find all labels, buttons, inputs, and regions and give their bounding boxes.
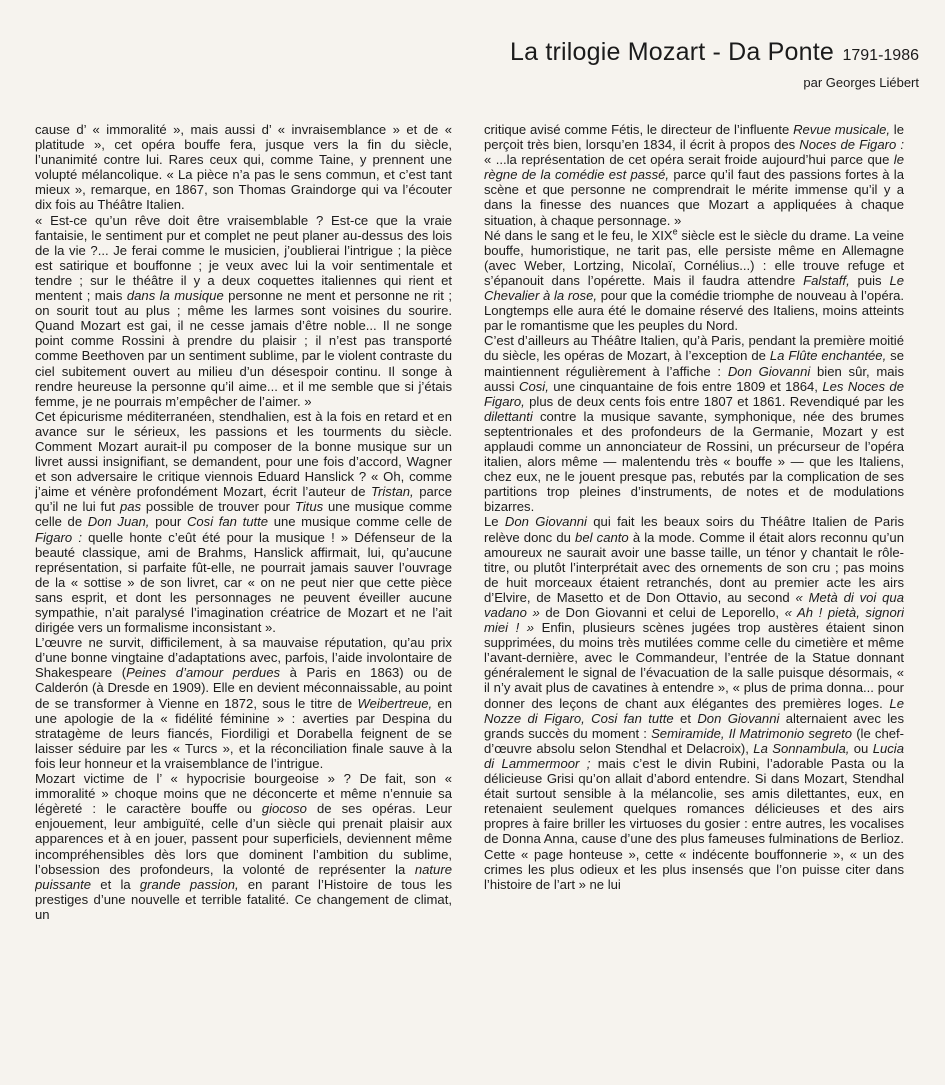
text-run: qui fait les beaux soirs du Théâtre Italien de Paris relève donc du bbox=[484, 514, 904, 545]
text-run: Né dans le sang et le feu, le XIX bbox=[484, 227, 673, 243]
text-run: C’est d’ailleurs au Théâtre Italien, qu’à Paris, pendant la première moitié du siècle, les opéras de Mozart, à l’exception de bbox=[484, 333, 904, 364]
text-run: quelle honte c’eût été pour la musique ! » Défenseur de la beauté classique, ami de Brahms, Hanslick affirmait, lui, qu’aucune représentation, si parfaite fût-elle, ne pourrait jamais sauver l’ouvrage de la « sottise » de son livret, car « on ne peut nier que cette pièce sans esprit, et dont les personnages ne peuvent éveiller aucune sympathie, n’ait paralysé l’imagination créatrice de Mozart et ne l’ait dirigée vers un formalisme inconsistant ». bbox=[35, 529, 452, 636]
paragraph bbox=[35, 635, 452, 771]
text-run: bien sûr, mais aussi bbox=[484, 363, 904, 394]
text-run: mais c’est le divin Rubini, l’adorable Pasta ou la délicieuse Grisi qu’on allait d’abord entendre. Si dans Mozart, Stendhal était surtout sensible à la mélancolie, ses amis dilettantes, eux, en retenaient seulement quelques romances délicieuses et des airs propres à faire briller les virtuoses du gosier : entre autres, les vocalises de Donna Anna, cause d’une des plus fameuses fulminations de Berlioz. Cette « page honteuse », cette « indécente bouffonnerie », « un des crimes les plus odieux et les plus insensés que l’on puisse citer dans l’histoire de l’art » ne lui bbox=[484, 755, 904, 892]
italic-text: La Flûte enchantée, bbox=[769, 348, 887, 364]
text-run: se maintiennent régulièrement à l’affiche : bbox=[484, 348, 904, 379]
italic-text: dans la musique bbox=[126, 288, 224, 304]
text-column-right bbox=[484, 122, 904, 1072]
text-run: (le chef-d’œuvre absolu selon Stendhal et Delacroix), bbox=[484, 725, 904, 756]
italic-text: Don Juan, bbox=[87, 514, 150, 530]
text-run: une musique comme celle de bbox=[268, 514, 452, 530]
text-run: « Est-ce qu’un rêve doit être vraisemblable ? Est-ce que la vraie fantaisie, le sentiment pur et complet ne peut planer au-dessus des lois de la vie ?... Je ferai comme le musicien, j’oublierai l’intrigue ; la pièce est satirique et bouffonne ; je veux avec lui la voir sentimentale et tendre ; sur le théâtre il y a deux coquettes italiennes qui rient et mentent ; mais bbox=[35, 212, 452, 304]
italic-text: Noces de Figaro : bbox=[799, 137, 904, 153]
italic-text: Les Noces de Figaro, bbox=[484, 378, 904, 409]
text-run: ou bbox=[849, 740, 873, 756]
italic-text: dilettanti bbox=[484, 408, 533, 424]
text-run: puis bbox=[849, 272, 890, 288]
text-run: et la bbox=[91, 876, 140, 892]
italic-text: Figaro : bbox=[35, 529, 82, 545]
text-run: critique avisé comme Fétis, le directeur de l’influente bbox=[484, 122, 794, 137]
article-title-line bbox=[510, 40, 919, 65]
paragraph bbox=[484, 228, 904, 334]
text-run: parce qu’il faut des passions fortes à la scène et que personne ne comprendrait le mérite immense qu’il y a dans la finesse des nuances que Mozart a appliquées à chaque situation, à chaque personnage. » bbox=[484, 167, 904, 228]
italic-text: Peines d’amour perdues bbox=[126, 665, 281, 681]
italic-text: nature puissante bbox=[35, 861, 452, 892]
text-run: Enfin, plusieurs scènes jugées trop austères étaient sinon supprimées, du moins très mutilées comme celle du cimetière et même l’avant-dernière, avec le Commandeur, l’entrée de la Statue donnant généralement le signal de l’évacuation de la salle puisque désormais, « il n’y avait plus de cavatines à entendre », « plus de prima donna... pour donner des leçons de chant aux élégantes des premières loges. bbox=[484, 620, 904, 711]
italic-text: Semiramide, Il Matrimonio segreto bbox=[651, 725, 853, 741]
italic-text: Titus bbox=[294, 499, 324, 515]
text-run: cause d’ « immoralité », mais aussi d’ « invraisemblance » et de « platitude », cet opéra bouffe fera, jusque vers la fin du siècle, l’unanimité contre lui. Rares ceux qui, comme Taine, y prennent une volupté mélancolique. « La pièce n’a pas le sens commun, et c’est tant mieux », remarque, en 1867, son Thomas Graindorge qui va l’écouter dix fois au Théâtre Italien. bbox=[35, 122, 452, 213]
superscript-text: e bbox=[672, 226, 678, 237]
italic-text: Lucia di Lammermoor ; bbox=[484, 740, 904, 771]
italic-text: Revue musicale, bbox=[793, 122, 891, 137]
paragraph bbox=[35, 771, 452, 922]
text-run: pour que la comédie triomphe de nouveau à l’opéra. Longtemps elle aura été le domaine réservé des Italiens, moins atteints par le romantisme que les peuples du Nord. bbox=[484, 288, 904, 334]
italic-text: pas bbox=[119, 499, 142, 515]
italic-text: Falstaff, bbox=[803, 272, 850, 288]
byline: par Georges Liébert bbox=[803, 75, 919, 90]
article-title: La trilogie Mozart - Da Ponte bbox=[510, 38, 835, 66]
text-run: en parant l’Histoire de tous les prestiges d’une nouvelle et terrible fatalité. Ce changement de climat, un bbox=[35, 876, 452, 922]
page-header bbox=[510, 40, 919, 90]
text-run: contre la musique savante, symphonique, née des brumes septentrionales et des profondeurs de la Germanie, Mozart y est applaudi comme un annonciateur de Rossini, un précurseur de l’opéra italien, alors même — malentendu très « bouffe » — que les Italiens, chez eux, ne le jouent presque pas, rebutés par la complication de ses partitions trop pleines d’instruments, de notes et de modulations bizarres. bbox=[484, 408, 904, 515]
text-run: en une apologie de la « fidélité féminine » : averties par Despina du stratagème de leurs fiancés, Fiordiligi et Dorabella feignent de se laisser séduire par les « Turcs », et la réconciliation finale sauve à la fois leur honneur et la vraisemblance de l’intrigue. bbox=[35, 695, 452, 771]
text-run: possible de trouver pour bbox=[141, 499, 295, 515]
text-run: une cinquantaine de fois entre 1809 et 1864, bbox=[548, 378, 823, 394]
italic-text: Don Giovanni bbox=[727, 363, 811, 379]
text-run: alternaient avec les grands succès du moment : bbox=[484, 710, 904, 741]
italic-text: grande passion, bbox=[139, 876, 239, 892]
text-run: pour bbox=[149, 514, 187, 530]
italic-text: Weibertreue, bbox=[357, 695, 433, 711]
text-run: Mozart victime de l’ « hypocrisie bourgeoise » ? De fait, son « immoralité » choque moins que ne déconcerte et même n’ennuie sa légèreté : le caractère bouffe ou bbox=[35, 771, 452, 817]
text-run: « ...la représentation de cet opéra serait froide aujourd’hui parce que bbox=[484, 152, 894, 168]
text-run: Le bbox=[484, 514, 505, 530]
italic-text: giocoso bbox=[261, 801, 307, 817]
paragraph bbox=[35, 409, 452, 635]
italic-text: bel canto bbox=[575, 529, 629, 545]
text-run: siècle est le siècle du drame. La veine bouffe, humoristique, ne tarit pas, elle persiste même en Allemagne (avec Weber, Lortzing, Nicolaï, Cornélius...) : elle trouve refuge et s’épanouit dans l’opérette. Mais il faudra attendre bbox=[484, 227, 904, 288]
italic-text: Cosi, bbox=[519, 378, 549, 394]
text-run: personne ne ment et personne ne rit ; on sourit tout au plus ; même les larmes sont voisines du sourire. Quand Mozart est gai, il ne cesse jamais d’être noble... Il ne songe point comme Rossini à prendre du plaisir ; il n’est pas transporté comme Beethoven par un sentiment sublime, par le violent contraste du ciel subitement ouvert au milieu d’un désespoir continu. Il songe à rendre heureuse la personne qu’il aime... et il me semble que si j’étais femme, je ne pourrais m’empêcher de l’aimer. » bbox=[35, 288, 452, 409]
italic-text: le règne de la comédie est passé, bbox=[484, 152, 904, 183]
paragraph bbox=[35, 213, 452, 409]
paragraph bbox=[484, 514, 904, 891]
text-run: Cet épicurisme méditerranéen, stendhalien, est à la fois en retard et en avance sur le sérieux, les passions et les tourments du siècle. Comment Mozart aurait-il pu composer de la bonne musique sur un livret aussi insignifiant, se demandent, pour une fois d’accord, Wagner et son adversaire le critique viennois Eduard Hanslick ? « Oh, comme j’aime et vénère profondément Mozart, écrit l’auteur de bbox=[35, 408, 452, 500]
text-run: L’œuvre ne survit, difficilement, à sa mauvaise réputation, qu’au prix d’une bonne vingtaine d’adaptations avec, parfois, l’aide involontaire de Shakespeare ( bbox=[35, 635, 452, 681]
italic-text: Cosi fan tutte bbox=[186, 514, 269, 530]
italic-text: Don Giovanni bbox=[697, 710, 780, 726]
text-run: le perçoit très bien, lorsqu’en 1834, il écrit à propos des bbox=[484, 122, 904, 153]
italic-text: Le Chevalier à la rose, bbox=[484, 272, 904, 304]
paragraph bbox=[484, 333, 904, 514]
article-years: 1791-1986 bbox=[842, 47, 919, 64]
text-run: une musique comme celle de bbox=[35, 499, 452, 530]
text-run: à la mode. Comme il était alors reconnu qu’un amoureux ne saurait avoir une basse taille, un ténor y chantait le rôle-titre, ou plutôt l’interprétait avec des ornements de son cru ; pas moins de huit morceaux étaient retranchés, dont au premier acte les airs d’Elvire, de Masetto et de Don Ottavio, au second bbox=[484, 529, 904, 605]
italic-text: La Sonnambula, bbox=[753, 740, 850, 756]
text-run: et bbox=[673, 710, 698, 726]
text-run: de Don Giovanni et celui de Leporello, bbox=[539, 605, 785, 620]
paragraph bbox=[35, 122, 452, 213]
italic-text: Tristan, bbox=[371, 484, 414, 500]
italic-text: Le Nozze di Figaro, Cosi fan tutte bbox=[484, 695, 904, 726]
text-run: parce qu’il ne lui fut bbox=[35, 484, 452, 515]
text-run: plus de deux cents fois entre 1807 et 1861. Revendiqué par les bbox=[524, 393, 904, 409]
italic-text: « Ah ! pietà, signori miei ! » bbox=[484, 605, 904, 636]
text-run: à Paris en 1863) ou de Calderón (à Dresde en 1909). Elle en devient méconnaissable, au point de se transformer à Vienne en 1872, sous le titre de bbox=[35, 665, 452, 711]
italic-text: Don Giovanni bbox=[504, 514, 587, 530]
paragraph bbox=[484, 122, 904, 228]
text-run: de ses opéras. Leur enjouement, leur ambiguïté, celle d’un siècle qui prenait plaisir aux apparences et à en jouer, passent pour superficiels, deviennent même incompréhensibles dès lors que dominent l’ambition du sublime, l’obsession des profondeurs, la volonté de représenter la bbox=[35, 801, 452, 877]
italic-text: « Metà di voi qua vadano » bbox=[484, 589, 904, 620]
text-column-left bbox=[35, 122, 452, 1072]
